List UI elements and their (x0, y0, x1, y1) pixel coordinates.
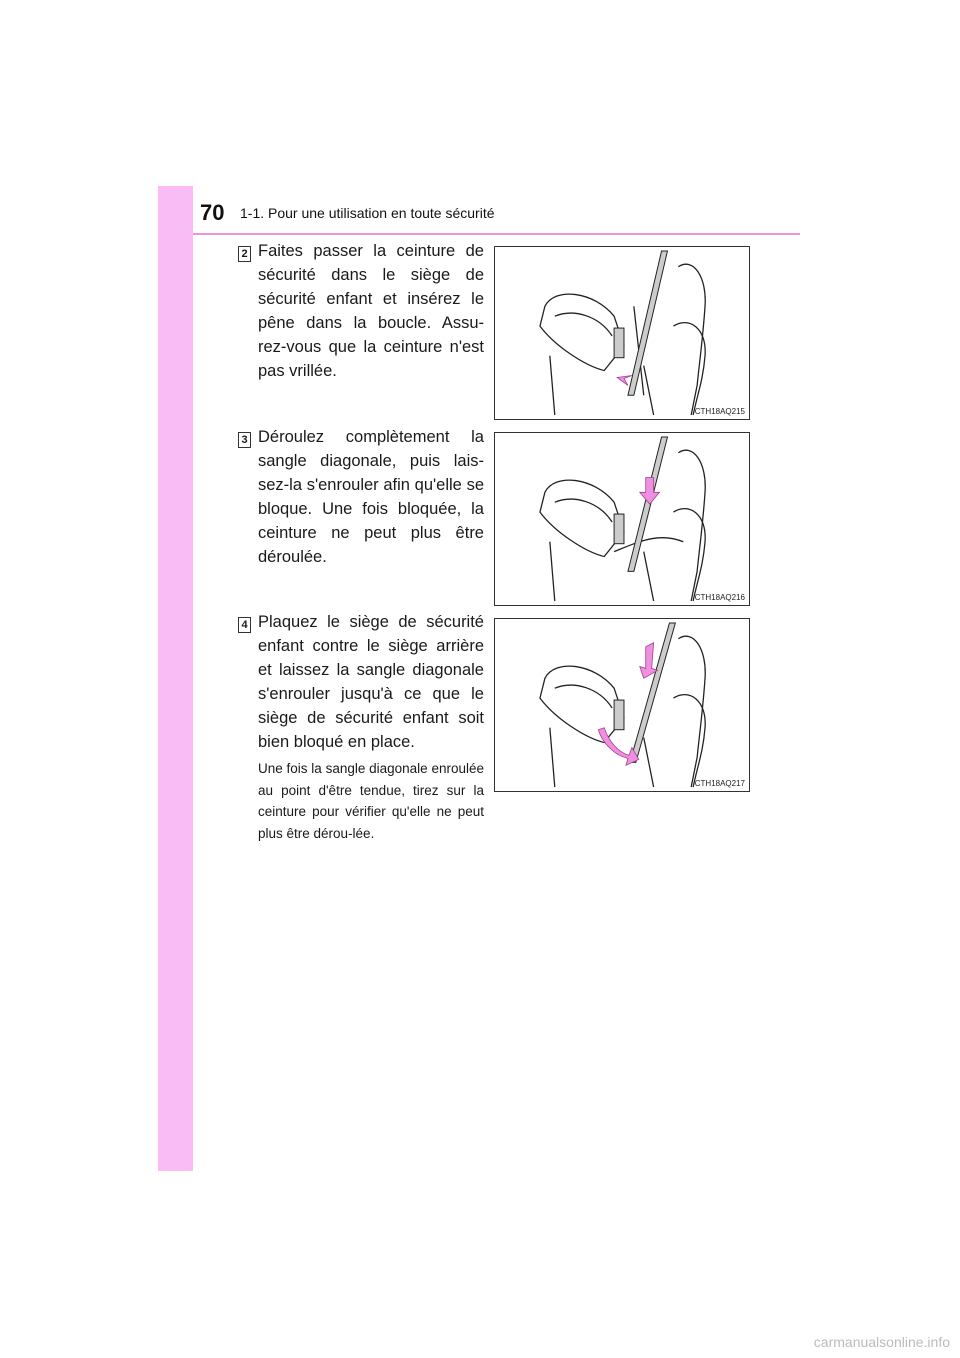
page-number: 70 (200, 200, 225, 225)
arrow-curved-icon (598, 728, 639, 766)
step-note: Une fois la sangle diagonale enroulée au point d'être tendue, tirez sur la ceinture pour vérifier qu'elle ne peut plus être dérou-lée. (258, 761, 484, 841)
step-instruction: Déroulez complètement la sangle diagonale, puis lais-sez-la s'enrouler afin qu'elle se bloque. Une fois bloquée, la ceinture ne peut plus être déroulée. (258, 428, 484, 566)
child-seat-illustration (495, 433, 749, 605)
illustration-unroll-belt (494, 432, 750, 606)
watermark: carmanualsonline.info (813, 1334, 950, 1350)
figure-code: CTH18AQ216 (694, 593, 745, 602)
step-number-badge: 2 (238, 246, 251, 262)
chapter-sidebar-tab (158, 186, 193, 1171)
step-instruction: Faites passer la ceinture de sécurité dans le siège de sécurité enfant et insérez le pêne dans la boucle. Assu-rez-vous que la ceinture n'est pas vrillée. (258, 242, 484, 380)
figure-code: CTH18AQ217 (694, 779, 745, 788)
step-number-badge: 3 (238, 432, 251, 448)
child-seat-illustration (495, 247, 749, 419)
figure-code: CTH18AQ215 (694, 407, 745, 416)
step-instruction: Plaquez le siège de sécurité enfant contre le siège arrière et laissez la sangle diagonale s'enrouler jusqu'à ce que le siège de sécurité enfant soit bien bloqué en place. (258, 613, 484, 751)
illustration-belt-through-seat (494, 246, 750, 420)
illustration-press-seat (494, 618, 750, 792)
header-divider (193, 233, 800, 235)
child-seat-illustration (495, 619, 749, 791)
step-number-badge: 4 (238, 617, 251, 633)
arrow-icon (617, 376, 632, 386)
section-title: 1-1. Pour une utilisation en toute sécurité (240, 205, 495, 221)
